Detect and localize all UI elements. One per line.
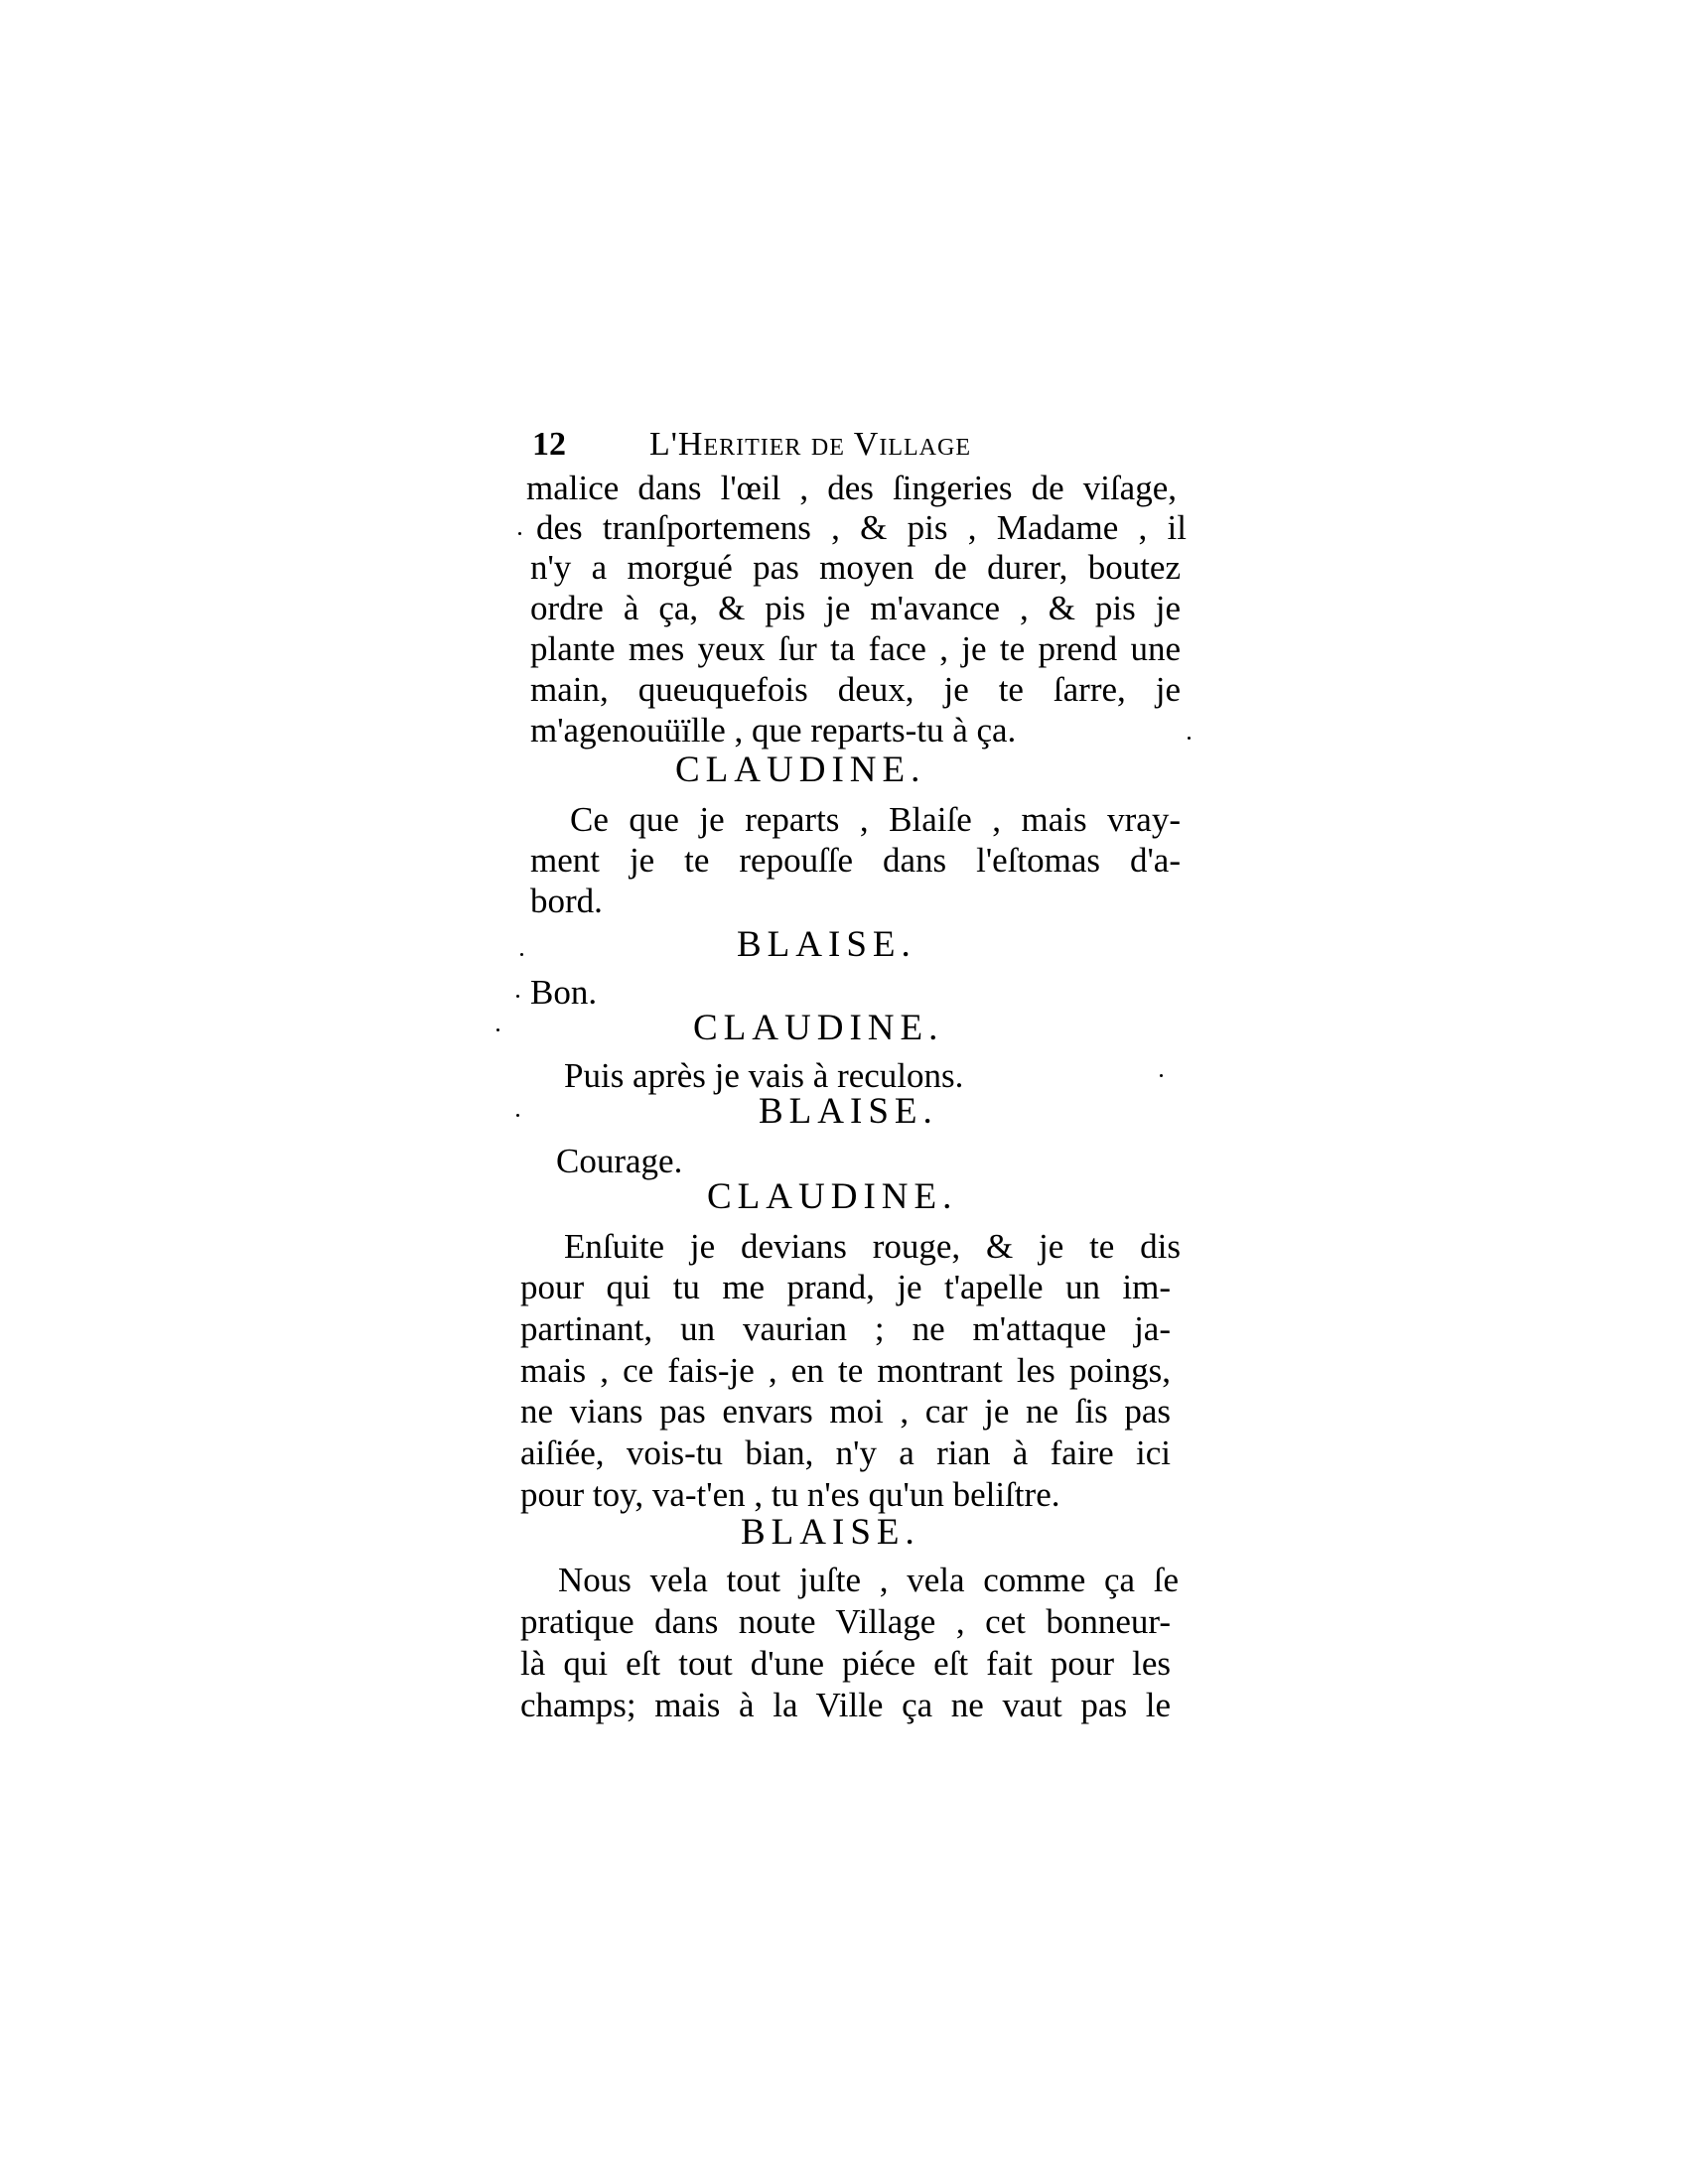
ink-speck [516, 995, 519, 998]
page-number: 12 [532, 426, 566, 463]
speaker-name: BLAISE. [737, 924, 916, 965]
text-line: ordre à ça, & pis je m'avance , & pis je [530, 589, 1181, 627]
text-line: ment je te repouſſe dans l'eſtomas d'a- [530, 841, 1181, 880]
ink-speck [520, 953, 523, 956]
text-line: mais , ce fais-je , en te montrant les poings, [520, 1351, 1171, 1390]
page-header [532, 423, 1148, 467]
ink-speck [516, 1114, 519, 1117]
text-line: Enſuite je devians rouge, & je te dis [564, 1227, 1181, 1266]
text-line: des tranſportemens , & pis , Madame , il [536, 508, 1187, 547]
text-line: Ce que je reparts , Blaiſe , mais vray- [570, 800, 1181, 839]
ink-speck [1188, 737, 1191, 740]
speaker-name: CLAUDINE. [693, 1008, 944, 1048]
speaker-name: CLAUDINE. [675, 750, 926, 790]
text-line: Puis après je vais à reculons. [564, 1056, 964, 1095]
speaker-name: BLAISE. [741, 1512, 920, 1553]
ink-speck [518, 532, 521, 535]
text-line: pratique dans noute Village , cet bonneur- [520, 1602, 1171, 1641]
text-line: malice dans l'œil , des ſingeries de viſage, [526, 469, 1177, 507]
text-line: aiſiée, vois-tu bian, n'y a rian à faire ici [520, 1433, 1171, 1472]
text-line: plante mes yeux ſur ta face , je te prend une [530, 629, 1181, 668]
text-line: m'agenouüïlle , que reparts-tu à ça. [530, 711, 1017, 750]
text-line: main, queuquefois deux, je te ſarre, je [530, 670, 1181, 709]
text-line: Courage. [556, 1142, 683, 1180]
ink-speck [1160, 1074, 1163, 1077]
text-line: bord. [530, 882, 603, 920]
text-line: pour toy, va-t'en , tu n'es qu'un beliſtre. [520, 1475, 1060, 1514]
text-line: Bon. [530, 973, 598, 1012]
text-line: partinant, un vaurian ; ne m'attaque ja- [520, 1309, 1171, 1348]
ink-speck [496, 1028, 499, 1031]
speaker-name: BLAISE. [759, 1091, 938, 1132]
running-head: L'Heritier de Village [649, 426, 971, 463]
text-line: là qui eſt tout d'une piéce eſt fait pour les [520, 1644, 1171, 1683]
text-line: Nous vela tout juſte , vela comme ça ſe [558, 1561, 1179, 1599]
text-line: ne vians pas envars moi , car je ne ſis pas [520, 1392, 1171, 1431]
speaker-name: CLAUDINE. [707, 1176, 958, 1217]
text-line: n'y a morgué pas moyen de durer, boutez [530, 548, 1181, 587]
text-line: pour qui tu me prand, je t'apelle un im- [520, 1268, 1171, 1306]
text-line: champs; mais à la Ville ça ne vaut pas le [520, 1686, 1171, 1724]
